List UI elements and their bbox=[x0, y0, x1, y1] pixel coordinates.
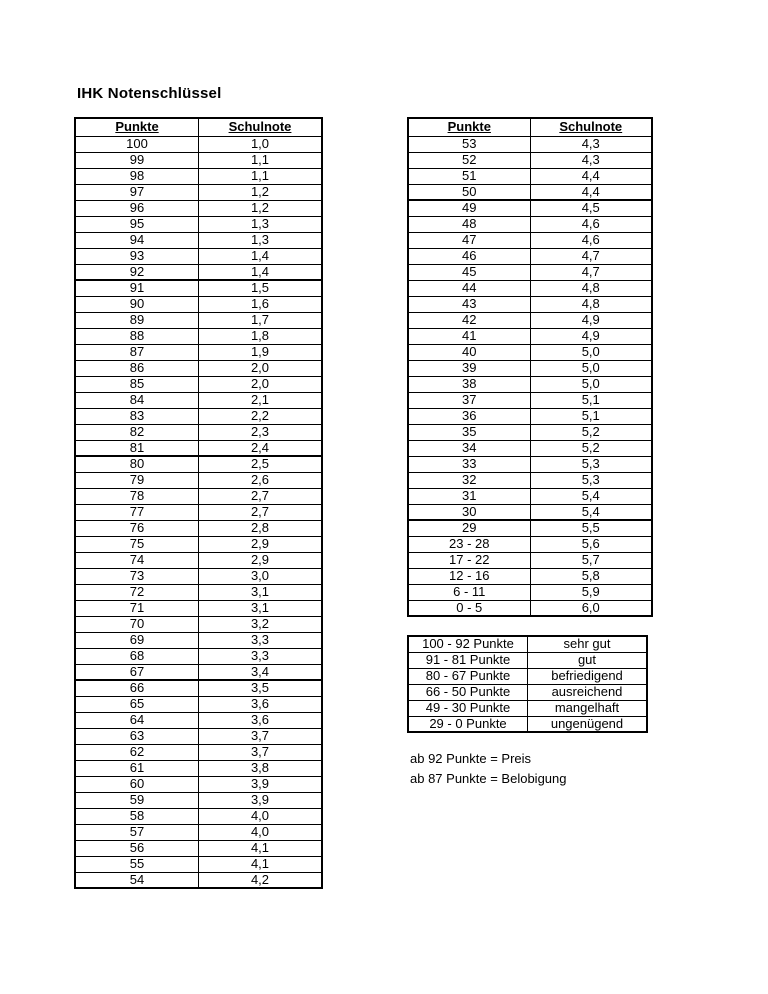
table-row bbox=[408, 184, 652, 200]
table-cell: 2,4 bbox=[199, 440, 323, 456]
table-cell: 93 bbox=[75, 248, 199, 264]
table-row bbox=[75, 440, 322, 456]
table-cell: 67 bbox=[75, 664, 199, 680]
table-cell: befriedigend bbox=[528, 668, 648, 684]
table-row bbox=[75, 856, 322, 872]
table-cell: 73 bbox=[75, 568, 199, 584]
table-cell: 4,0 bbox=[199, 824, 323, 840]
table-cell: 2,0 bbox=[199, 360, 323, 376]
table-cell: 3,6 bbox=[199, 696, 323, 712]
table-cell: 5,7 bbox=[530, 552, 652, 568]
table-cell: 91 bbox=[75, 280, 199, 296]
table-cell: 23 - 28 bbox=[408, 536, 530, 552]
table-cell: 80 bbox=[75, 456, 199, 472]
table-row bbox=[408, 392, 652, 408]
table-row bbox=[408, 700, 647, 716]
table-row bbox=[408, 536, 652, 552]
table-cell: 77 bbox=[75, 504, 199, 520]
table-cell: 4,5 bbox=[530, 200, 652, 216]
table-cell: 90 bbox=[75, 296, 199, 312]
table-row bbox=[408, 488, 652, 504]
table-row bbox=[75, 424, 322, 440]
table-cell: 1,9 bbox=[199, 344, 323, 360]
table-cell: 70 bbox=[75, 616, 199, 632]
table-cell: gut bbox=[528, 652, 648, 668]
table-cell: 35 bbox=[408, 424, 530, 440]
table-cell: 1,7 bbox=[199, 312, 323, 328]
table-cell: 54 bbox=[75, 872, 199, 888]
table-row bbox=[408, 360, 652, 376]
table-cell: 3,3 bbox=[199, 648, 323, 664]
table-row bbox=[408, 424, 652, 440]
table-cell: 34 bbox=[408, 440, 530, 456]
table-cell: 65 bbox=[75, 696, 199, 712]
table-row bbox=[75, 616, 322, 632]
table-cell: 4,1 bbox=[199, 856, 323, 872]
table-cell: 39 bbox=[408, 360, 530, 376]
table-cell: 5,8 bbox=[530, 568, 652, 584]
table-header-row bbox=[75, 118, 322, 136]
table-cell: sehr gut bbox=[528, 636, 648, 652]
table-row bbox=[75, 312, 322, 328]
table-cell: 5,5 bbox=[530, 520, 652, 536]
table-cell: 96 bbox=[75, 200, 199, 216]
table-row bbox=[408, 200, 652, 216]
table-cell: 94 bbox=[75, 232, 199, 248]
table-row bbox=[408, 568, 652, 584]
table-cell: 1,8 bbox=[199, 328, 323, 344]
table-cell: 3,4 bbox=[199, 664, 323, 680]
table-cell: 47 bbox=[408, 232, 530, 248]
table-cell: 3,6 bbox=[199, 712, 323, 728]
table-row bbox=[75, 360, 322, 376]
table-row bbox=[75, 408, 322, 424]
table-cell: mangelhaft bbox=[528, 700, 648, 716]
table-cell: 1,5 bbox=[199, 280, 323, 296]
table-row bbox=[408, 716, 647, 732]
table-cell: 71 bbox=[75, 600, 199, 616]
table-row bbox=[75, 328, 322, 344]
table-cell: 5,6 bbox=[530, 536, 652, 552]
table-cell: 100 bbox=[75, 136, 199, 152]
column-header: Schulnote bbox=[530, 118, 652, 136]
table-cell: 3,1 bbox=[199, 584, 323, 600]
table-cell: 57 bbox=[75, 824, 199, 840]
table-cell: 4,9 bbox=[530, 312, 652, 328]
table-cell: 86 bbox=[75, 360, 199, 376]
table-row bbox=[75, 200, 322, 216]
table-cell: 92 bbox=[75, 264, 199, 280]
table-cell: 2,1 bbox=[199, 392, 323, 408]
table-cell: 56 bbox=[75, 840, 199, 856]
table-cell: 46 bbox=[408, 248, 530, 264]
table-row bbox=[75, 712, 322, 728]
table-row bbox=[75, 648, 322, 664]
table-cell: 2,3 bbox=[199, 424, 323, 440]
table-row bbox=[408, 264, 652, 280]
table-cell: 42 bbox=[408, 312, 530, 328]
table-cell: 49 bbox=[408, 200, 530, 216]
table-row bbox=[408, 344, 652, 360]
table-cell: 1,2 bbox=[199, 184, 323, 200]
table-cell: 5,3 bbox=[530, 472, 652, 488]
table-row bbox=[408, 296, 652, 312]
table-cell: 2,7 bbox=[199, 488, 323, 504]
table-cell: 98 bbox=[75, 168, 199, 184]
table-cell: 4,8 bbox=[530, 296, 652, 312]
table-cell: 84 bbox=[75, 392, 199, 408]
table-row bbox=[75, 696, 322, 712]
table-row bbox=[408, 456, 652, 472]
table-row bbox=[75, 728, 322, 744]
table-cell: 83 bbox=[75, 408, 199, 424]
table-row bbox=[75, 344, 322, 360]
table-row bbox=[75, 456, 322, 472]
table-row bbox=[408, 652, 647, 668]
table-cell: 66 - 50 Punkte bbox=[408, 684, 528, 700]
table-row bbox=[408, 472, 652, 488]
table-cell: 17 - 22 bbox=[408, 552, 530, 568]
table-cell: 76 bbox=[75, 520, 199, 536]
table-cell: 33 bbox=[408, 456, 530, 472]
table-row bbox=[75, 664, 322, 680]
table-cell: 5,0 bbox=[530, 344, 652, 360]
table-cell: 5,1 bbox=[530, 392, 652, 408]
table-cell: 85 bbox=[75, 376, 199, 392]
table-cell: 32 bbox=[408, 472, 530, 488]
table-row bbox=[75, 568, 322, 584]
table-cell: 87 bbox=[75, 344, 199, 360]
table-cell: 1,4 bbox=[199, 264, 323, 280]
notes-block bbox=[410, 749, 567, 789]
table-cell: 52 bbox=[408, 152, 530, 168]
table-cell: 5,2 bbox=[530, 440, 652, 456]
table-row bbox=[75, 376, 322, 392]
table-row bbox=[408, 636, 647, 652]
table-cell: 5,4 bbox=[530, 504, 652, 520]
table-row bbox=[75, 520, 322, 536]
table-row bbox=[75, 232, 322, 248]
table-row bbox=[75, 680, 322, 696]
table-row bbox=[75, 152, 322, 168]
table-cell: 45 bbox=[408, 264, 530, 280]
table-cell: 4,3 bbox=[530, 136, 652, 152]
table-cell: 2,7 bbox=[199, 504, 323, 520]
table-cell: 3,9 bbox=[199, 792, 323, 808]
table-row bbox=[75, 872, 322, 888]
table-row bbox=[75, 136, 322, 152]
table-cell: 41 bbox=[408, 328, 530, 344]
table-cell: 59 bbox=[75, 792, 199, 808]
table-cell: 43 bbox=[408, 296, 530, 312]
table-row bbox=[408, 312, 652, 328]
table-row bbox=[408, 408, 652, 424]
table-cell: 1,4 bbox=[199, 248, 323, 264]
table-row bbox=[75, 792, 322, 808]
table-cell: 61 bbox=[75, 760, 199, 776]
table-row bbox=[408, 168, 652, 184]
table-row bbox=[75, 488, 322, 504]
table-row bbox=[408, 136, 652, 152]
table-cell: 4,2 bbox=[199, 872, 323, 888]
table-cell: 75 bbox=[75, 536, 199, 552]
table-cell: 80 - 67 Punkte bbox=[408, 668, 528, 684]
table-row bbox=[75, 600, 322, 616]
table-header-row bbox=[408, 118, 652, 136]
table-cell: 3,7 bbox=[199, 744, 323, 760]
column-header: Schulnote bbox=[199, 118, 323, 136]
table-cell: 4,4 bbox=[530, 184, 652, 200]
table-cell: 5,3 bbox=[530, 456, 652, 472]
table-cell: 48 bbox=[408, 216, 530, 232]
table-cell: 3,7 bbox=[199, 728, 323, 744]
points-grade-table-left bbox=[74, 117, 323, 889]
table-row bbox=[75, 168, 322, 184]
table-row bbox=[75, 296, 322, 312]
table-cell: 3,5 bbox=[199, 680, 323, 696]
grade-summary-table bbox=[407, 635, 648, 733]
table-row bbox=[75, 584, 322, 600]
table-row bbox=[408, 552, 652, 568]
table-cell: 1,6 bbox=[199, 296, 323, 312]
table-cell: 55 bbox=[75, 856, 199, 872]
table-row bbox=[75, 840, 322, 856]
table-cell: ungenügend bbox=[528, 716, 648, 732]
column-header: Punkte bbox=[75, 118, 199, 136]
table-cell: 5,0 bbox=[530, 376, 652, 392]
table-cell: 3,9 bbox=[199, 776, 323, 792]
table-cell: 4,7 bbox=[530, 248, 652, 264]
table-cell: 63 bbox=[75, 728, 199, 744]
table-row bbox=[408, 668, 647, 684]
table-cell: 4,6 bbox=[530, 232, 652, 248]
note-preis: ab 92 Punkte = Preis bbox=[410, 751, 532, 766]
table-cell: ausreichend bbox=[528, 684, 648, 700]
table-cell: 81 bbox=[75, 440, 199, 456]
table-cell: 37 bbox=[408, 392, 530, 408]
table-row bbox=[75, 184, 322, 200]
table-cell: 64 bbox=[75, 712, 199, 728]
table-cell: 31 bbox=[408, 488, 530, 504]
table-row bbox=[75, 760, 322, 776]
table-cell: 38 bbox=[408, 376, 530, 392]
table-cell: 0 - 5 bbox=[408, 600, 530, 616]
table-cell: 78 bbox=[75, 488, 199, 504]
table-cell: 88 bbox=[75, 328, 199, 344]
table-row bbox=[408, 584, 652, 600]
table-cell: 2,2 bbox=[199, 408, 323, 424]
table-cell: 3,2 bbox=[199, 616, 323, 632]
table-row bbox=[75, 392, 322, 408]
table-row bbox=[75, 808, 322, 824]
table-row bbox=[75, 216, 322, 232]
table-cell: 5,1 bbox=[530, 408, 652, 424]
table-row bbox=[75, 264, 322, 280]
table-row bbox=[75, 472, 322, 488]
table-cell: 91 - 81 Punkte bbox=[408, 652, 528, 668]
table-row bbox=[75, 536, 322, 552]
table-cell: 5,0 bbox=[530, 360, 652, 376]
table-cell: 5,9 bbox=[530, 584, 652, 600]
table-cell: 4,9 bbox=[530, 328, 652, 344]
table-row bbox=[75, 248, 322, 264]
table-cell: 58 bbox=[75, 808, 199, 824]
table-cell: 1,0 bbox=[199, 136, 323, 152]
table-cell: 2,9 bbox=[199, 552, 323, 568]
table-cell: 2,0 bbox=[199, 376, 323, 392]
table-cell: 29 - 0 Punkte bbox=[408, 716, 528, 732]
table-cell: 100 - 92 Punkte bbox=[408, 636, 528, 652]
table-cell: 53 bbox=[408, 136, 530, 152]
table-cell: 1,3 bbox=[199, 216, 323, 232]
table-cell: 4,6 bbox=[530, 216, 652, 232]
points-grade-table-right bbox=[407, 117, 653, 617]
table-cell: 3,8 bbox=[199, 760, 323, 776]
table-cell: 51 bbox=[408, 168, 530, 184]
table-cell: 4,4 bbox=[530, 168, 652, 184]
table-row bbox=[408, 280, 652, 296]
table-cell: 1,3 bbox=[199, 232, 323, 248]
table-cell: 4,8 bbox=[530, 280, 652, 296]
table-cell: 3,1 bbox=[199, 600, 323, 616]
table-cell: 72 bbox=[75, 584, 199, 600]
table-cell: 40 bbox=[408, 344, 530, 360]
table-cell: 66 bbox=[75, 680, 199, 696]
table-cell: 44 bbox=[408, 280, 530, 296]
table-cell: 3,3 bbox=[199, 632, 323, 648]
table-row bbox=[408, 152, 652, 168]
table-row bbox=[75, 552, 322, 568]
table-row bbox=[408, 600, 652, 616]
table-cell: 97 bbox=[75, 184, 199, 200]
table-row bbox=[408, 520, 652, 536]
table-cell: 12 - 16 bbox=[408, 568, 530, 584]
table-cell: 89 bbox=[75, 312, 199, 328]
table-cell: 4,7 bbox=[530, 264, 652, 280]
table-cell: 5,4 bbox=[530, 488, 652, 504]
table-row bbox=[408, 440, 652, 456]
table-cell: 4,3 bbox=[530, 152, 652, 168]
table-cell: 1,1 bbox=[199, 152, 323, 168]
note-belobigung: ab 87 Punkte = Belobigung bbox=[410, 771, 567, 786]
table-row bbox=[75, 632, 322, 648]
table-cell: 68 bbox=[75, 648, 199, 664]
table-cell: 95 bbox=[75, 216, 199, 232]
table-cell: 60 bbox=[75, 776, 199, 792]
table-row bbox=[75, 776, 322, 792]
table-cell: 49 - 30 Punkte bbox=[408, 700, 528, 716]
table-cell: 74 bbox=[75, 552, 199, 568]
page-title: IHK Notenschlüssel bbox=[77, 85, 222, 102]
table-row bbox=[75, 824, 322, 840]
table-cell: 29 bbox=[408, 520, 530, 536]
table-row bbox=[408, 232, 652, 248]
table-cell: 1,2 bbox=[199, 200, 323, 216]
table-cell: 69 bbox=[75, 632, 199, 648]
table-cell: 6 - 11 bbox=[408, 584, 530, 600]
table-cell: 3,0 bbox=[199, 568, 323, 584]
table-cell: 62 bbox=[75, 744, 199, 760]
table-cell: 36 bbox=[408, 408, 530, 424]
table-row bbox=[408, 216, 652, 232]
table-cell: 82 bbox=[75, 424, 199, 440]
table-row bbox=[408, 504, 652, 520]
table-cell: 2,6 bbox=[199, 472, 323, 488]
table-cell: 2,8 bbox=[199, 520, 323, 536]
table-cell: 4,0 bbox=[199, 808, 323, 824]
table-cell: 50 bbox=[408, 184, 530, 200]
column-header: Punkte bbox=[408, 118, 530, 136]
table-row bbox=[75, 504, 322, 520]
table-row bbox=[75, 744, 322, 760]
table-cell: 2,9 bbox=[199, 536, 323, 552]
table-cell: 79 bbox=[75, 472, 199, 488]
table-row bbox=[408, 248, 652, 264]
table-row bbox=[408, 684, 647, 700]
table-row bbox=[408, 376, 652, 392]
table-cell: 30 bbox=[408, 504, 530, 520]
table-row bbox=[408, 328, 652, 344]
table-cell: 5,2 bbox=[530, 424, 652, 440]
table-cell: 4,1 bbox=[199, 840, 323, 856]
table-cell: 6,0 bbox=[530, 600, 652, 616]
table-cell: 1,1 bbox=[199, 168, 323, 184]
table-cell: 99 bbox=[75, 152, 199, 168]
table-cell: 2,5 bbox=[199, 456, 323, 472]
table-row bbox=[75, 280, 322, 296]
